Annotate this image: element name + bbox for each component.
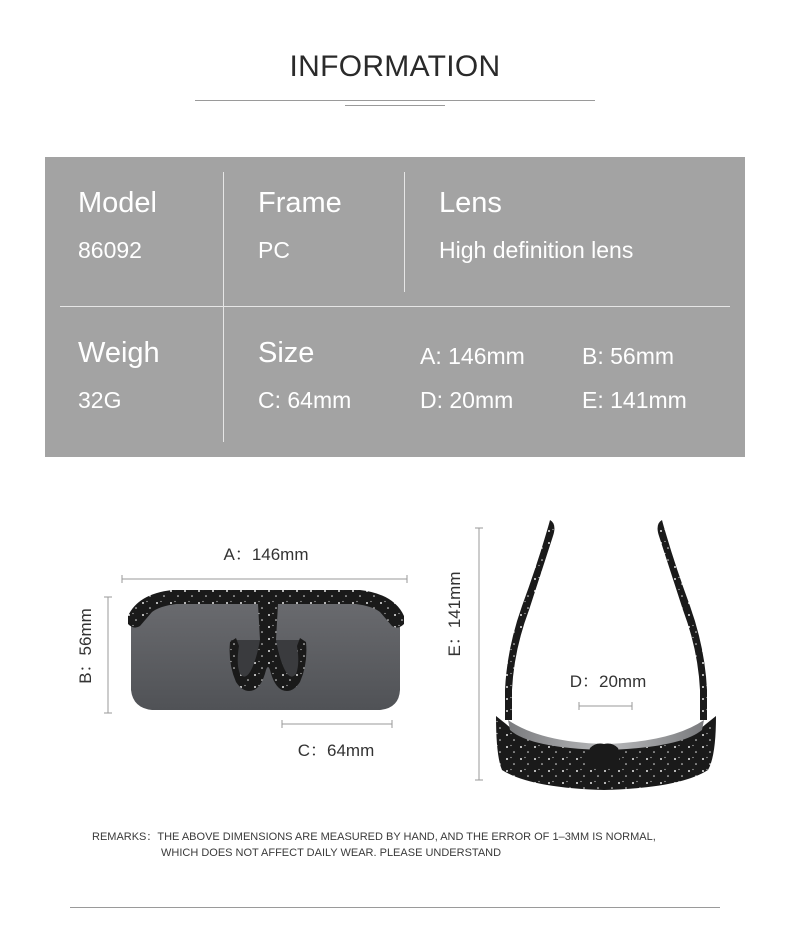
page-title: INFORMATION [289,50,501,83]
top-view-glasses [496,520,716,790]
model-label: Model [78,187,157,219]
dimension-e-label: E：141mm [445,571,464,657]
size-label: Size [258,337,315,369]
dimension-d-line [579,702,632,710]
spec-table [45,157,745,457]
dimension-a-label: A：146mm [223,545,309,564]
weigh-value: 32G [78,387,122,413]
row-divider [60,306,730,307]
column-divider-1 [223,172,224,442]
lens-value: High definition lens [439,237,634,263]
remarks-line-1: REMARKS：THE ABOVE DIMENSIONS ARE MEASURED BY HAND, AND THE ERROR OF 1–3MM IS NORMAL, [92,831,656,843]
dimension-e-line [475,528,483,780]
dimension-a-line [122,575,407,583]
dimension-diagram [0,470,790,810]
size-c-value: C: 64mm [258,387,352,413]
model-value: 86092 [78,237,142,263]
front-view-glasses [128,590,404,710]
dimension-b-line [104,597,112,713]
remarks-note [92,829,656,861]
frame-label: Frame [258,187,342,219]
size-b-value: B: 56mm [582,343,675,369]
footer-divider [70,907,720,908]
remarks-line-2: WHICH DOES NOT AFFECT DAILY WEAR. PLEASE UNDERSTAND [161,847,502,859]
title-divider [195,100,595,101]
size-e-value: E: 141mm [582,387,687,413]
column-divider-2 [404,172,405,292]
dimension-d-label: D：20mm [569,672,647,691]
size-a-value: A: 146mm [420,343,525,369]
title-divider-short [345,105,445,106]
size-d-value: D: 20mm [420,387,514,413]
frame-value: PC [258,237,290,263]
dimension-c-label: C：64mm [297,741,375,760]
weigh-label: Weigh [78,337,160,369]
dimension-c-line [282,720,392,728]
dimension-b-label: B：56mm [76,608,95,684]
lens-label: Lens [439,187,502,219]
